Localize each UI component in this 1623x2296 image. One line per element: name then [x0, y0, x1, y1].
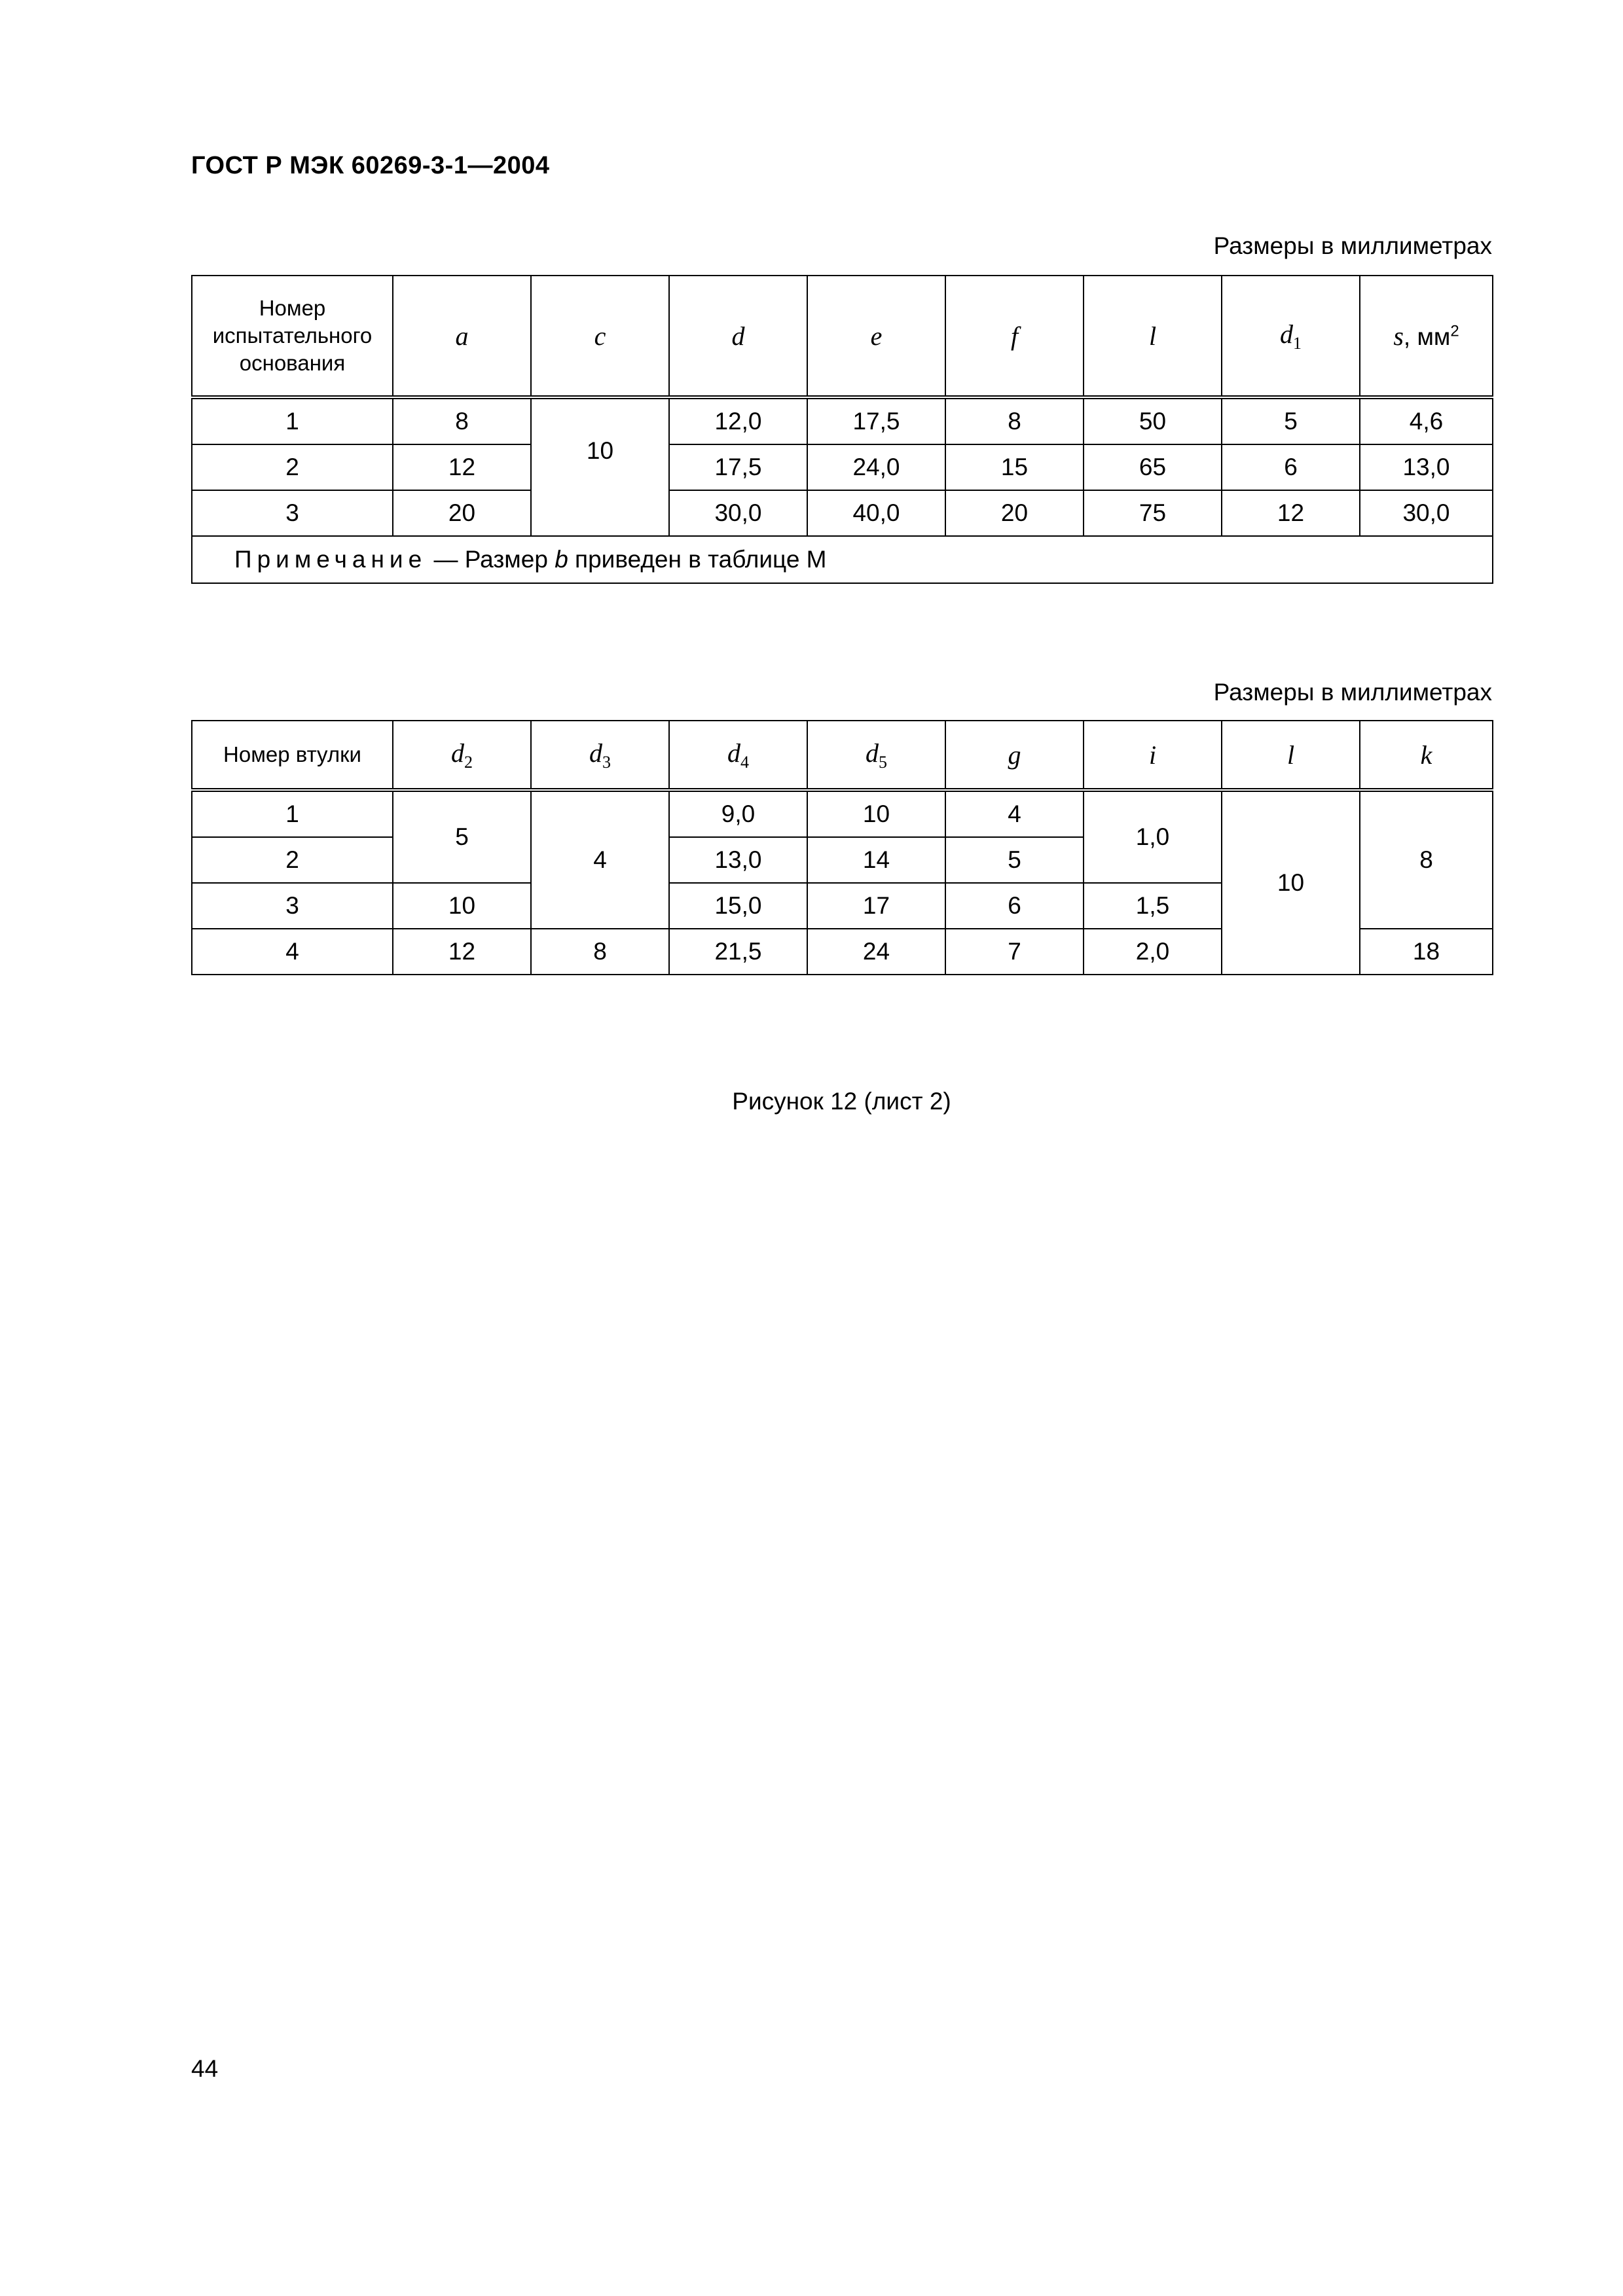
table1-units-note: Размеры в миллиметрах — [1213, 232, 1492, 259]
cell-a: 12 — [393, 444, 531, 490]
cell-d5: 24 — [807, 929, 945, 975]
cell-l: 50 — [1084, 397, 1222, 444]
cell-i: 1,5 — [1084, 883, 1222, 929]
header-s-area: s, $мм^2$ — [1360, 276, 1493, 397]
table2-units-note: Размеры в миллиметрах — [1213, 679, 1492, 706]
cell-d: 30,0 — [669, 490, 807, 536]
header-d2: $d_2$ — [393, 721, 531, 790]
cell-e: 24,0 — [807, 444, 945, 490]
cell-f: 8 — [945, 397, 1084, 444]
page-number: 44 — [191, 2055, 219, 2082]
cell-d2: 10 — [393, 883, 531, 929]
table-row — [192, 790, 1493, 837]
table-row — [192, 397, 1493, 444]
header-l: l — [1222, 721, 1360, 790]
document-title: ГОСТ Р МЭК 60269-3-1—2004 — [191, 152, 550, 179]
bushing-dimensions-table — [191, 720, 1493, 975]
cell-d1: 12 — [1222, 490, 1360, 536]
cell-d4: 9,0 — [669, 790, 807, 837]
cell-s: 4,6 — [1360, 397, 1493, 444]
cell-number: 2 — [192, 837, 393, 883]
cell-i-merged: 1,0 — [1084, 790, 1222, 883]
header-d5: $d_5$ — [807, 721, 945, 790]
table-row — [192, 444, 1493, 490]
cell-i: 2,0 — [1084, 929, 1222, 975]
cell-number: 1 — [192, 790, 393, 837]
header-f: f — [945, 276, 1084, 397]
cell-g: 7 — [945, 929, 1084, 975]
figure-caption: Рисунок 12 (лист 2) — [732, 1088, 951, 1115]
cell-l: 75 — [1084, 490, 1222, 536]
cell-number: 3 — [192, 490, 393, 536]
cell-number: 3 — [192, 883, 393, 929]
cell-l: 65 — [1084, 444, 1222, 490]
cell-d5: 10 — [807, 790, 945, 837]
cell-s: 30,0 — [1360, 490, 1493, 536]
header-d3: $d_3$ — [531, 721, 669, 790]
cell-d5: 14 — [807, 837, 945, 883]
test-base-dimensions-table — [191, 275, 1493, 584]
cell-d1: 6 — [1222, 444, 1360, 490]
header-bushing-number: Номер втулки — [192, 721, 393, 790]
cell-s: 13,0 — [1360, 444, 1493, 490]
cell-d4: 21,5 — [669, 929, 807, 975]
cell-k: 18 — [1360, 929, 1493, 975]
header-d1: $d_1$ — [1222, 276, 1360, 397]
cell-g: 4 — [945, 790, 1084, 837]
cell-f: 20 — [945, 490, 1084, 536]
header-g: g — [945, 721, 1084, 790]
cell-f: 15 — [945, 444, 1084, 490]
cell-a: 20 — [393, 490, 531, 536]
cell-l-merged: 10 — [1222, 790, 1360, 975]
header-d4: $d_4$ — [669, 721, 807, 790]
table-note-row — [192, 536, 1493, 583]
cell-d2-merged: 5 — [393, 790, 531, 883]
cell-g: 6 — [945, 883, 1084, 929]
cell-number: 1 — [192, 397, 393, 444]
cell-k-merged: 8 — [1360, 790, 1493, 929]
cell-g: 5 — [945, 837, 1084, 883]
header-d: d — [669, 276, 807, 397]
cell-d4: 15,0 — [669, 883, 807, 929]
cell-number: 2 — [192, 444, 393, 490]
cell-c-merged: 10 — [531, 397, 669, 536]
header-k: k — [1360, 721, 1493, 790]
cell-d2: 12 — [393, 929, 531, 975]
cell-d3: 8 — [531, 929, 669, 975]
cell-e: 17,5 — [807, 397, 945, 444]
header-c: c — [531, 276, 669, 397]
cell-number: 4 — [192, 929, 393, 975]
cell-d: 12,0 — [669, 397, 807, 444]
cell-d1: 5 — [1222, 397, 1360, 444]
cell-d5: 17 — [807, 883, 945, 929]
cell-e: 40,0 — [807, 490, 945, 536]
cell-d3-merged: 4 — [531, 790, 669, 929]
table-row — [192, 490, 1493, 536]
header-a: a — [393, 276, 531, 397]
cell-a: 8 — [393, 397, 531, 444]
header-i: i — [1084, 721, 1222, 790]
table-note: Примечание — Размер b приведен в таблице M — [192, 536, 1493, 583]
header-test-base-number: Номер испытательного основания — [192, 276, 393, 397]
cell-d4: 13,0 — [669, 837, 807, 883]
cell-d: 17,5 — [669, 444, 807, 490]
header-e: e — [807, 276, 945, 397]
header-l: l — [1084, 276, 1222, 397]
